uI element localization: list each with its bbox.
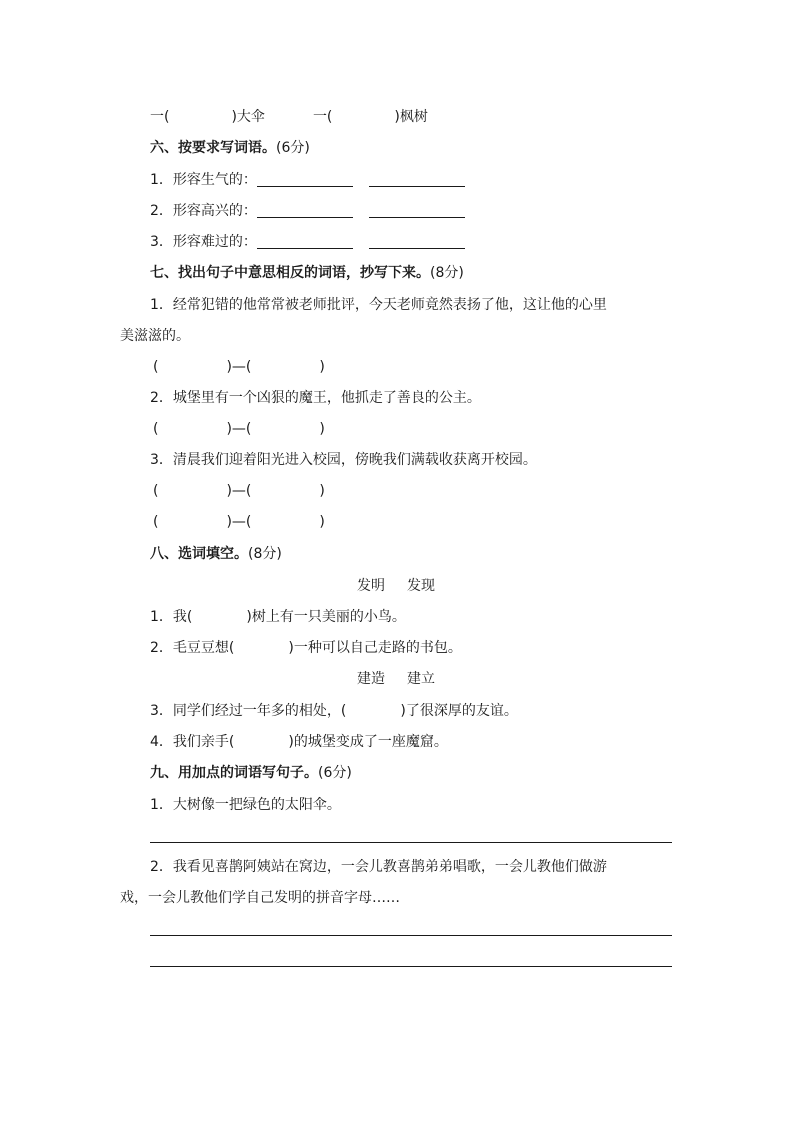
answer-blank[interactable] (369, 234, 465, 249)
section-6-title: 六、按要求写词语。 (150, 140, 276, 156)
item-label: 1．形容生气的： (150, 172, 257, 188)
answer-blank[interactable] (257, 172, 353, 187)
section-9-points: (6分) (318, 765, 352, 781)
word-option: 建造 (357, 671, 385, 687)
item-label: 2．形容高兴的： (150, 203, 257, 219)
paren-close: ) (319, 483, 325, 499)
paren-open: ( (153, 514, 159, 530)
paren-open: ( (153, 483, 159, 499)
word-option: 发现 (407, 578, 435, 594)
section-6-item-2 (150, 201, 465, 221)
pair-separator: )—( (226, 514, 252, 530)
section-7-q3: 3．清晨我们迎着阳光进入校园，傍晚我们满载收获离开校园。 (150, 452, 537, 468)
section-9-q1: 1．大树像一把绿色的太阳伞。 (150, 797, 341, 813)
section-7-heading (150, 263, 464, 283)
pair-separator: )—( (226, 359, 252, 375)
q-suffix: )一种可以自己走路的书包。 (288, 640, 462, 656)
section-7-title: 七、找出句子中意思相反的词语，抄写下来。 (150, 265, 430, 281)
word-option: 发明 (357, 578, 385, 594)
antonym-pair-row[interactable] (153, 512, 325, 532)
q-suffix: )了很深厚的友谊。 (400, 703, 518, 719)
answer-blank[interactable] (257, 234, 353, 249)
section-7-points: (8分) (430, 265, 464, 281)
section-8-points: (8分) (248, 546, 282, 562)
answer-blank[interactable] (369, 203, 465, 218)
q-prefix: 1．我( (150, 609, 193, 625)
section-8-q1 (150, 607, 406, 627)
measure-b-suffix: )枫树 (394, 109, 428, 125)
writing-line[interactable] (150, 935, 672, 936)
section-6-item-1 (150, 170, 465, 190)
word-options-2 (357, 669, 435, 689)
measure-b-prefix: 一( (312, 109, 333, 125)
q-suffix: )树上有一只美丽的小鸟。 (246, 609, 406, 625)
answer-blank[interactable] (257, 203, 353, 218)
section-9-heading (150, 763, 352, 783)
section-8-q3 (150, 701, 518, 721)
measure-a-prefix: 一( (150, 109, 170, 125)
section-9-title: 九、用加点的词语写句子。 (150, 765, 318, 781)
pair-separator: )—( (226, 421, 252, 437)
q-prefix: 2．毛豆豆想( (150, 640, 235, 656)
section-9-q2-line2: 戏，一会儿教他们学自己发明的拼音字母…… (120, 890, 400, 906)
section-8-title: 八、选词填空。 (150, 546, 248, 562)
antonym-pair-row[interactable] (153, 481, 325, 501)
item-label: 3．形容难过的： (150, 234, 257, 250)
section-7-q1-line1: 1．经常犯错的他常常被老师批评，今天老师竟然表扬了他，这让他的心里 (150, 297, 607, 313)
answer-blank[interactable] (369, 172, 465, 187)
section-6-item-3 (150, 232, 465, 252)
paren-open: ( (153, 421, 159, 437)
paren-close: ) (319, 359, 325, 375)
paren-open: ( (153, 359, 159, 375)
section-8-heading (150, 544, 282, 564)
paren-close: ) (319, 421, 325, 437)
measure-a-suffix: )大伞 (231, 109, 265, 125)
antonym-pair-row[interactable] (153, 419, 325, 439)
section-7-q2: 2．城堡里有一个凶狠的魔王，他抓走了善良的公主。 (150, 390, 481, 406)
q-prefix: 4．我们亲手( (150, 734, 235, 750)
measure-word-line (150, 107, 428, 127)
section-6-points: (6分) (276, 140, 310, 156)
writing-line[interactable] (150, 842, 672, 843)
section-9-q2-line1: 2．我看见喜鹊阿姨站在窝边，一会儿教喜鹊弟弟唱歌，一会儿教他们做游 (150, 859, 607, 875)
section-8-q4 (150, 732, 448, 752)
q-prefix: 3．同学们经过一年多的相处，( (150, 703, 347, 719)
q-suffix: )的城堡变成了一座魔窟。 (288, 734, 448, 750)
word-options-1 (357, 576, 435, 596)
paren-close: ) (319, 514, 325, 530)
writing-line[interactable] (150, 966, 672, 967)
section-6-heading (150, 138, 310, 158)
word-option: 建立 (407, 671, 435, 687)
section-7-q1-line2: 美滋滋的。 (120, 328, 190, 344)
pair-separator: )—( (226, 483, 252, 499)
antonym-pair-row[interactable] (153, 357, 325, 377)
section-8-q2 (150, 638, 462, 658)
